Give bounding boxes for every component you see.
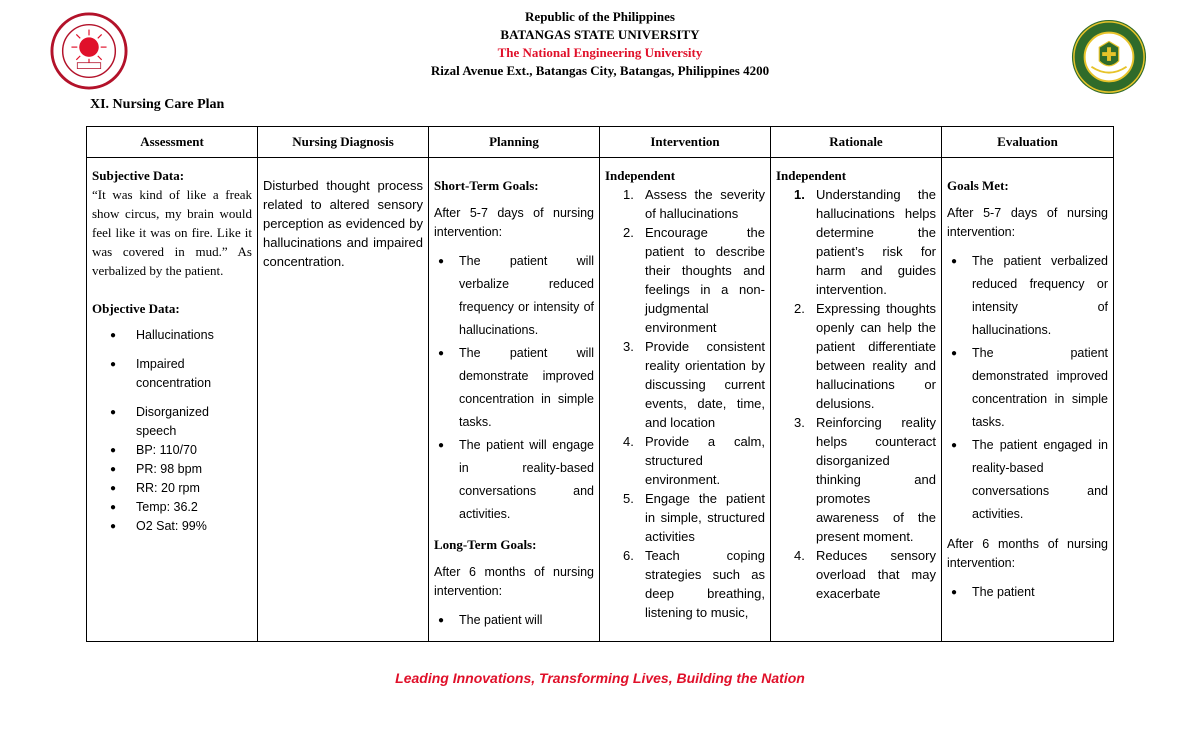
section-title: XI. Nursing Care Plan (90, 97, 225, 112)
list-item: ● The patient will verbalize reduced frequency or intensity of hallucinations. (434, 250, 594, 342)
list-item (776, 546, 936, 603)
list-item (605, 223, 765, 337)
list-item (605, 489, 765, 546)
planning-cell (429, 158, 600, 642)
evaluation-short-intro: After 5-7 days of nursing intervention: (947, 206, 1108, 239)
item-text: Reduces sensory overload that may exacerbate (816, 548, 936, 601)
column-header-diagnosis: Nursing Diagnosis (258, 127, 429, 158)
item-text: Engage the patient in simple, structured activities (645, 491, 765, 544)
short-term-goals-label: Short-Term Goals: (434, 178, 539, 193)
list-item: ● RR: 20 rpm (92, 479, 252, 498)
item-number: 2. (794, 301, 805, 316)
rationale-list (776, 185, 936, 603)
list-item: ● Impaired concentration (92, 355, 252, 393)
header-tagline: The National Engineering University (497, 45, 703, 60)
list-item: ● The patient demonstrated improved concentration in simple tasks. (947, 342, 1108, 434)
rationale-label: Independent (776, 168, 847, 183)
list-item: ● Temp: 36.2 (92, 498, 252, 517)
list-item (605, 546, 765, 622)
subjective-text: “It was kind of like a freak show circus, my brain would feel like it was on fire. Like it was covered in mud.” As verbalized by the patient. (92, 187, 252, 278)
diagnosis-cell (258, 158, 429, 642)
item-text: Provide a calm, structured environment. (645, 434, 765, 487)
column-header-rationale: Rationale (771, 127, 942, 158)
long-term-goals-label: Long-Term Goals: (434, 537, 537, 552)
short-term-intro: After 5-7 days of nursing intervention: (434, 206, 594, 239)
intervention-cell (600, 158, 771, 642)
column-header-evaluation: Evaluation (942, 127, 1114, 158)
list-item: ● PR: 98 bpm (92, 460, 252, 479)
list-item: ● The patient verbalized reduced frequency or intensity of hallucinations. (947, 250, 1108, 342)
item-text: Provide consistent reality orientation by discussing current events, date, time, and location (645, 339, 765, 430)
objective-list (92, 326, 252, 536)
list-item (776, 413, 936, 546)
list-item: ● O2 Sat: 99% (92, 517, 252, 536)
list-item (605, 432, 765, 489)
assessment-cell (87, 158, 258, 642)
column-header-assessment: Assessment (87, 127, 258, 158)
item-text: Encourage the patient to describe their thoughts and feelings in a non-judgmental environment (645, 225, 765, 335)
footer-slogan: Leading Innovations, Transforming Lives, Building the Nation (395, 670, 805, 686)
list-item (605, 337, 765, 432)
list-item: ● The patient will demonstrate improved concentration in simple tasks. (434, 342, 594, 434)
objective-label: Objective Data: (92, 301, 180, 316)
table-row (87, 158, 1114, 642)
header-address: Rizal Avenue Ext., Batangas City, Batangas, Philippines 4200 (430, 63, 770, 78)
evaluation-long-intro: After 6 months of nursing intervention: (947, 537, 1108, 570)
list-item: ● Hallucinations (92, 326, 252, 345)
intervention-label: Independent (605, 168, 676, 183)
header-republic: Republic of the Philippines (525, 9, 675, 24)
letterhead (0, 8, 1200, 80)
subjective-label: Subjective Data: (92, 168, 185, 183)
evaluation-short-list (947, 250, 1108, 526)
list-item: ● The patient engaged in reality-based conversations and activities. (947, 434, 1108, 526)
list-item: ● The patient will engage in reality-based conversations and activities. (434, 434, 594, 526)
goals-met-label: Goals Met: (947, 178, 1009, 193)
diagnosis-text: Disturbed thought process related to altered sensory perception as evidenced by hallucinations and impaired concentration. (263, 178, 423, 269)
item-text: Assess the severity of hallucinations (645, 187, 765, 221)
evaluation-cell (942, 158, 1114, 642)
list-item: ● Disorganized speech (92, 403, 252, 441)
item-number: 3. (623, 339, 634, 354)
item-number: 1. (623, 187, 634, 202)
item-number: 2. (623, 225, 634, 240)
item-text: Understanding the hallucinations helps determine the patient’s risk for harm and guides intervention. (816, 187, 936, 297)
list-item: ● The patient (947, 581, 1108, 604)
header-university: BATANGAS STATE UNIVERSITY (500, 27, 700, 42)
item-text: Reinforcing reality helps counteract disorganized thinking and promotes awareness of the present moment. (816, 415, 936, 544)
list-item (605, 185, 765, 223)
item-number: 4. (794, 548, 805, 563)
item-number: 5. (623, 491, 634, 506)
list-item: ● BP: 110/70 (92, 441, 252, 460)
column-header-planning: Planning (429, 127, 600, 158)
item-number: 1. (794, 187, 805, 202)
list-item: ● The patient will (434, 609, 594, 632)
item-number: 3. (794, 415, 805, 430)
evaluation-long-list (947, 581, 1108, 604)
long-term-intro: After 6 months of nursing intervention: (434, 565, 594, 598)
rationale-cell (771, 158, 942, 642)
list-item (776, 185, 936, 299)
column-header-intervention: Intervention (600, 127, 771, 158)
item-text: Teach coping strategies such as deep breathing, listening to music, (645, 548, 765, 620)
intervention-list (605, 185, 765, 622)
item-number: 6. (623, 548, 634, 563)
item-text: Expressing thoughts openly can help the patient differentiate between reality and hallucinations or delusions. (816, 301, 936, 411)
table-header-row (87, 127, 1114, 158)
item-number: 4. (623, 434, 634, 449)
long-term-goals-list (434, 609, 594, 632)
list-item (776, 299, 936, 413)
short-term-goals-list (434, 250, 594, 526)
nursing-care-plan-table (86, 126, 1114, 642)
